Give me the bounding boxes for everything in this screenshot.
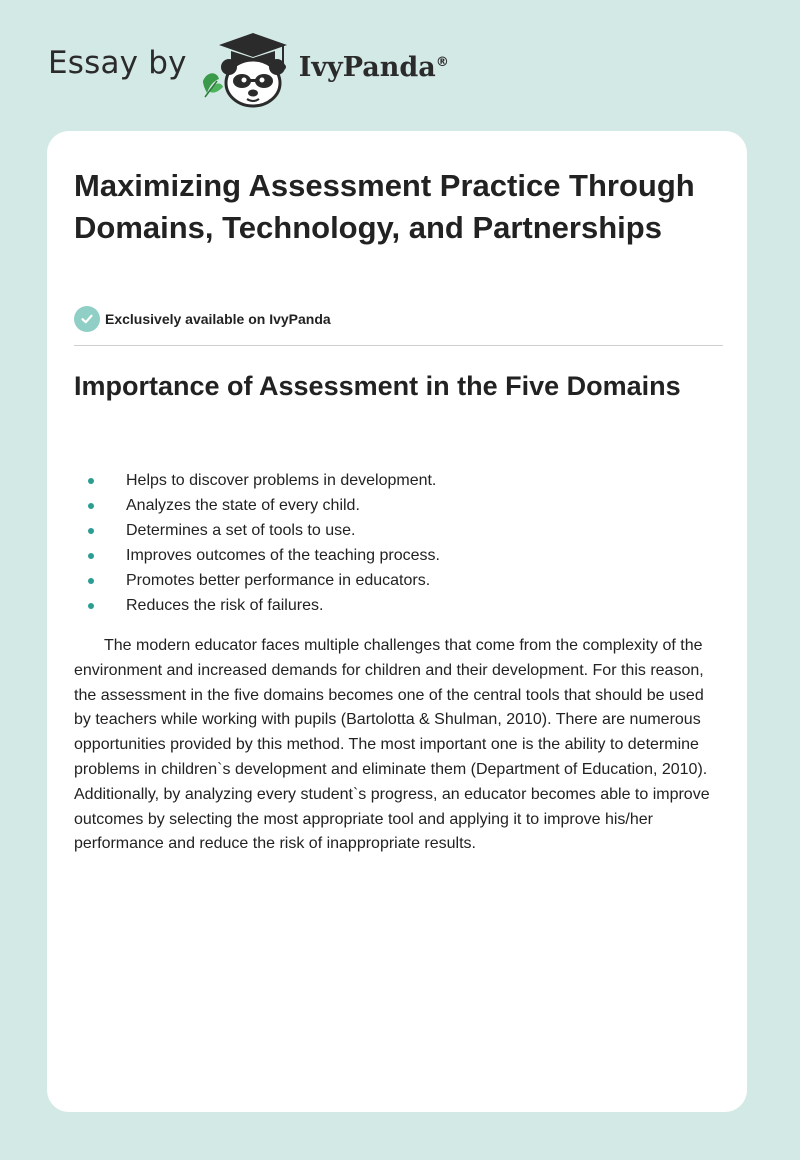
list-item bbox=[74, 568, 440, 593]
list-item-text: Promotes better performance in educators. bbox=[126, 572, 431, 589]
list-item-text: Analyzes the state of every child. bbox=[126, 497, 360, 514]
registered-mark: ® bbox=[435, 54, 449, 70]
bullet-dot-icon bbox=[88, 478, 94, 484]
exclusive-badge bbox=[74, 306, 331, 332]
list-item-text: Determines a set of tools to use. bbox=[126, 522, 356, 539]
body-paragraph: The modern educator faces multiple challenges that come from the complexity of the environment and increased demands for children and their development. For this reason, the assessment in the five domains becomes one of the central tools that should be used by teachers while working with pupils (Bartolotta & Shulman, 2010). There are numerous opportunities provided by this method. The most important one is the ability to determine problems in children`s development and eliminate them (Department of Education, 2010). Additionally, by analyzing every student`s progress, an educator becomes able to improve outcomes by selecting the most appropriate tool and applying it to improve his/her performance and reduce the risk of inappropriate results. bbox=[74, 637, 710, 853]
list-item bbox=[74, 493, 440, 518]
list-item bbox=[74, 468, 440, 493]
divider bbox=[74, 345, 723, 346]
site-brand[interactable] bbox=[48, 30, 449, 110]
bullet-dot-icon bbox=[88, 553, 94, 559]
badge-text: Exclusively available on IvyPanda bbox=[105, 311, 331, 327]
brand-name: IvyPanda® bbox=[298, 51, 449, 83]
brand-prefix: Essay by bbox=[48, 45, 187, 81]
bullet-dot-icon bbox=[88, 503, 94, 509]
bullet-dot-icon bbox=[88, 528, 94, 534]
list-item-text: Helps to discover problems in development. bbox=[126, 472, 437, 489]
list-item-text: Reduces the risk of failures. bbox=[126, 597, 324, 614]
bullet-dot-icon bbox=[88, 603, 94, 609]
section-heading: Importance of Assessment in the Five Domains bbox=[74, 371, 681, 401]
list-item-text: Improves outcomes of the teaching process. bbox=[126, 547, 440, 564]
panda-graduate-logo-icon bbox=[201, 31, 293, 109]
list-item bbox=[74, 543, 440, 568]
essay-card bbox=[47, 131, 747, 1112]
bullet-dot-icon bbox=[88, 578, 94, 584]
essay-title: Maximizing Assessment Practice Through Domains, Technology, and Partnerships bbox=[74, 168, 695, 245]
bullet-list bbox=[74, 468, 440, 618]
check-circle-icon bbox=[74, 306, 100, 332]
list-item bbox=[74, 518, 440, 543]
list-item bbox=[74, 593, 440, 618]
